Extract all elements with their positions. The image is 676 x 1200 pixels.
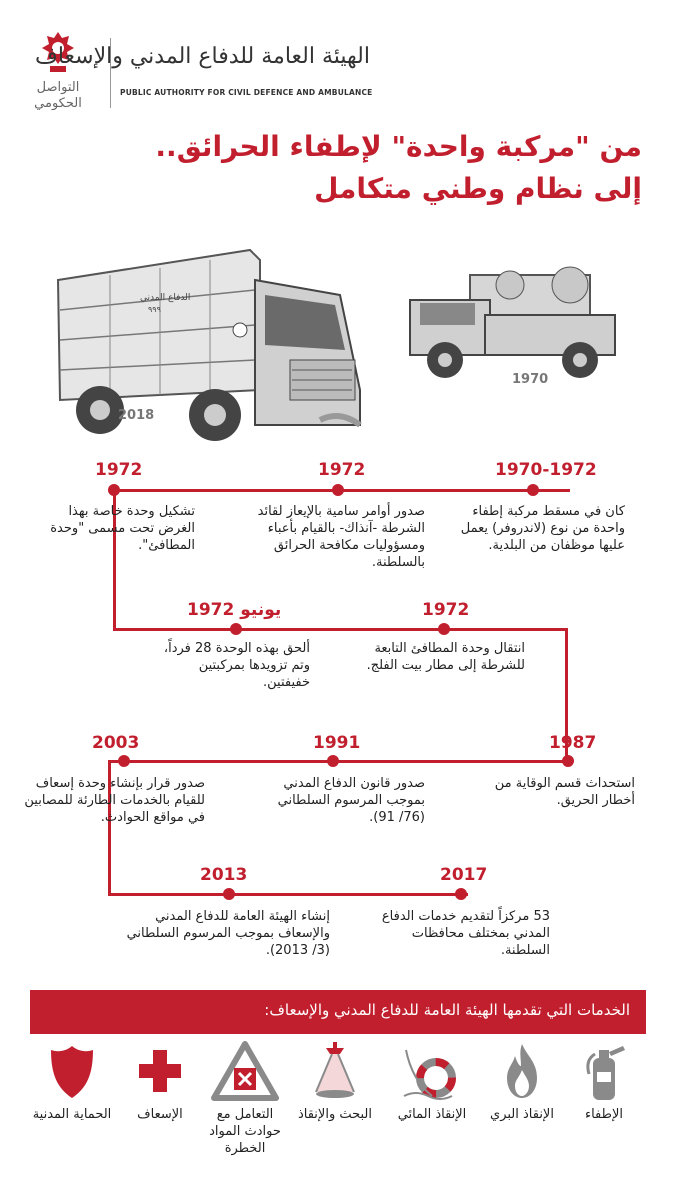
- timeline-year: 1970-1972: [495, 460, 597, 480]
- title-line-2: إلى نظام وطني متكامل: [314, 172, 642, 205]
- truck-door-number: ٩٩٩: [148, 305, 161, 314]
- timeline-dot: [327, 755, 339, 767]
- timeline-event-text: صدور أوامر سامية بالإيعاز لقائد الشرطة -آنذاك- بالقيام بأعباء ومسؤوليات مكافحة الحرائق بالسلطنة.: [257, 504, 425, 570]
- timeline-dot: [527, 484, 539, 496]
- timeline-event-text: استحداث قسم الوقاية من أخطار الحريق.: [494, 776, 635, 808]
- medical-cross-icon: [135, 1040, 185, 1102]
- timeline-year: 1972: [422, 600, 470, 620]
- timeline-dot: [455, 888, 467, 900]
- service-label: الإسعاف: [137, 1107, 183, 1122]
- timeline-dot: [118, 755, 130, 767]
- timeline-line-row-2: [113, 628, 568, 631]
- timeline-year: 1972: [318, 460, 366, 480]
- shield-icon: [47, 1040, 97, 1102]
- fire-extinguisher-icon: [579, 1040, 629, 1102]
- service-item-civil-protection: [30, 1040, 114, 1123]
- hazard-triangle-icon: [210, 1040, 280, 1102]
- timeline-event-text: صدور قانون الدفاع المدني بموجب المرسوم السلطاني (76/ 91).: [277, 776, 425, 825]
- timeline-year: 2003: [92, 733, 140, 753]
- services-heading: الخدمات التي تقدمها الهيئة العامة للدفاع المدني والإسعاف:: [264, 1001, 630, 1019]
- old-vehicle-year: 1970: [512, 372, 549, 387]
- service-label: الإطفاء: [584, 1107, 624, 1122]
- truck-door-text: الدفاع المدني: [140, 293, 191, 303]
- modern-fire-truck-illustration: [40, 240, 380, 450]
- modern-truck-year: 2018: [118, 408, 155, 423]
- lifebuoy-icon: [402, 1040, 462, 1102]
- timeline-dot: [108, 484, 120, 496]
- timeline-event-text: صدور قرار بإنشاء وحدة إسعاف للقيام بالخدمات الطارئة للمصابين في مواقع الحوادث.: [24, 776, 205, 825]
- timeline-event-text: كان في مسقط مركبة إطفاء واحدة من نوع (لاندروفر) يعمل عليها موظفان من البلدية.: [460, 504, 625, 553]
- service-item-search-rescue: [293, 1040, 377, 1123]
- service-item-ambulance: [118, 1040, 202, 1123]
- service-item-land-rescue: [480, 1040, 564, 1123]
- timeline-event-text: ألحق بهذه الوحدة 28 فرداً، وتم تزويدها بمركبتين خفيفتين.: [163, 641, 310, 690]
- landrover-fire-vehicle-illustration: [390, 245, 620, 390]
- timeline-event-text: إنشاء الهيئة العامة للدفاع المدني والإسعاف بموجب المرسوم السلطاني (3/ 2013).: [126, 909, 330, 958]
- authority-name-arabic: الهيئة العامة للدفاع المدني والإسعاف: [35, 44, 370, 69]
- authority-name-english: PUBLIC AUTHORITY FOR CIVIL DEFENCE AND AMBULANCE: [120, 88, 373, 97]
- timeline-year: 1987: [549, 733, 597, 753]
- service-item-firefighting: [562, 1040, 646, 1123]
- searchlight-icon: [310, 1040, 360, 1102]
- government-communication-logo: [18, 28, 98, 112]
- service-label: التعامل مع حوادث المواد الخطرة: [209, 1107, 281, 1156]
- flame-icon: [497, 1040, 547, 1102]
- timeline-event-text: انتقال وحدة المطافئ التابعة للشرطة إلى مطار بيت الفلج.: [366, 641, 525, 673]
- services-heading-bar: [30, 990, 646, 1034]
- timeline-dot: [562, 755, 574, 767]
- service-label: الإنقاذ البري: [490, 1107, 554, 1122]
- service-label: الحماية المدنية: [32, 1107, 112, 1122]
- timeline-year: 1991: [313, 733, 361, 753]
- timeline-event-text: 53 مركزاً لتقديم خدمات الدفاع المدني بمختلف محافظات السلطنة.: [381, 909, 550, 958]
- timeline-line-row-4: [108, 893, 468, 896]
- service-item-hazmat: [203, 1040, 287, 1157]
- timeline-year: 2013: [200, 865, 248, 885]
- timeline-dot: [438, 623, 450, 635]
- timeline-dot: [230, 623, 242, 635]
- timeline-year: 1972: [95, 460, 143, 480]
- service-label: الإنقاذ المائي: [397, 1107, 467, 1122]
- title-line-1: من "مركبة واحدة" لإطفاء الحرائق..: [155, 130, 642, 163]
- timeline-dot: [223, 888, 235, 900]
- timeline-dot: [332, 484, 344, 496]
- service-label: البحث والإنقاذ: [297, 1107, 373, 1122]
- page-title: [82, 126, 642, 210]
- timeline-year: 2017: [440, 865, 488, 885]
- timeline-year: يونيو 1972: [187, 600, 282, 620]
- service-item-water-rescue: [390, 1040, 474, 1123]
- government-communication-text: التواصل الحكومي: [34, 80, 82, 111]
- timeline-event-text: تشكيل وحدة خاصة بهذا الغرض تحت مسمى "وحدة المطافئ".: [50, 504, 195, 553]
